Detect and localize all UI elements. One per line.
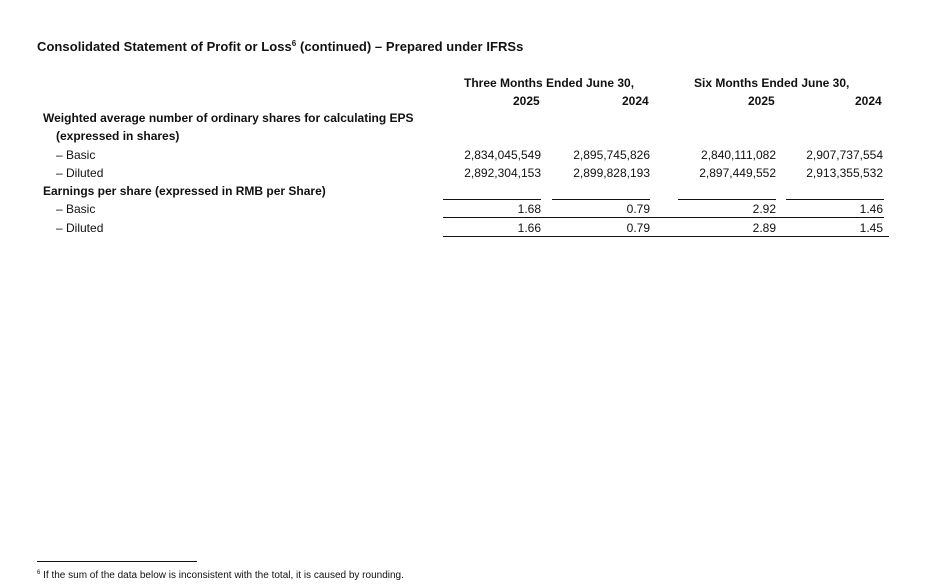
rule-bottom xyxy=(443,236,889,237)
year-header-6m-2025: 2025 xyxy=(748,94,775,108)
eps-basic-3m-2024: 0.79 xyxy=(626,202,650,216)
weighted-basic-label: – Basic xyxy=(56,148,96,162)
weighted-diluted-3m-2024: 2,899,828,193 xyxy=(573,166,650,180)
eps-basic-3m-2025: 1.68 xyxy=(517,202,541,216)
footnote-text: If the sum of the data below is inconsistent with the total, it is caused by rounding. xyxy=(40,570,404,581)
six-months-header: Six Months Ended June 30, xyxy=(694,76,850,90)
year-header-3m-2024: 2024 xyxy=(622,94,649,108)
eps-diluted-6m-2025: 2.89 xyxy=(752,221,776,235)
eps-diluted-label: – Diluted xyxy=(56,221,104,235)
footnote-marker: 6 xyxy=(37,570,41,576)
three-months-header: Three Months Ended June 30, xyxy=(464,76,635,90)
page-title xyxy=(37,39,523,54)
eps-diluted-3m-2025: 1.66 xyxy=(517,221,541,235)
title-footnote-ref: 6 xyxy=(291,39,297,48)
weighted-diluted-3m-2025: 2,892,304,153 xyxy=(464,166,541,180)
weighted-basic-6m-2025: 2,840,111,082 xyxy=(701,148,776,162)
eps-basic-label: – Basic xyxy=(56,202,96,216)
weighted-avg-label: Weighted average number of ordinary shares for calculating EPS xyxy=(43,111,414,125)
title-text: Consolidated Statement of Profit or Loss xyxy=(37,39,292,54)
weighted-basic-3m-2024: 2,895,745,826 xyxy=(573,148,650,162)
year-header-6m-2024: 2024 xyxy=(855,94,882,108)
footnote xyxy=(37,570,404,581)
eps-basic-6m-2024: 1.46 xyxy=(859,202,883,216)
rule-top-6m-2024 xyxy=(786,199,884,200)
year-header-3m-2025: 2025 xyxy=(513,94,540,108)
eps-basic-6m-2025: 2.92 xyxy=(752,202,776,216)
weighted-basic-6m-2024: 2,907,737,554 xyxy=(806,148,883,162)
weighted-avg-sublabel: (expressed in shares) xyxy=(56,129,180,143)
eps-label: Earnings per share (expressed in RMB per Share) xyxy=(43,184,326,198)
rule-middle xyxy=(443,217,884,218)
title-suffix: (continued) – Prepared under IFRSs xyxy=(296,39,524,54)
eps-diluted-6m-2024: 1.45 xyxy=(859,221,883,235)
rule-top-6m-2025 xyxy=(678,199,776,200)
rule-top-3m-2025 xyxy=(443,199,541,200)
weighted-diluted-6m-2024: 2,913,355,532 xyxy=(806,166,883,180)
footnote-separator xyxy=(37,561,197,562)
eps-diluted-3m-2024: 0.79 xyxy=(626,221,650,235)
weighted-diluted-label: – Diluted xyxy=(56,166,104,180)
weighted-diluted-6m-2025: 2,897,449,552 xyxy=(699,166,776,180)
rule-top-3m-2024 xyxy=(552,199,650,200)
weighted-basic-3m-2025: 2,834,045,549 xyxy=(464,148,541,162)
